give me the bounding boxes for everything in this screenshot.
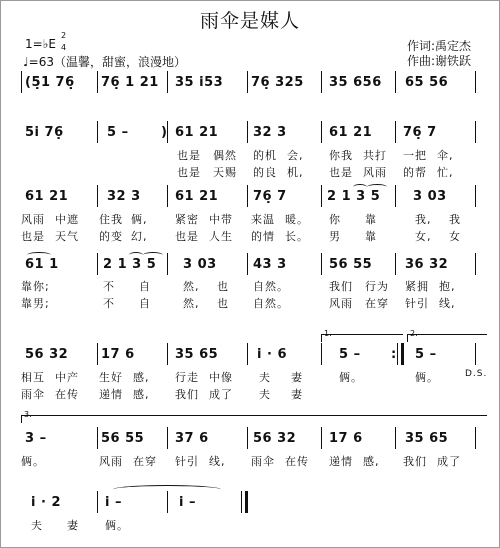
barline (167, 71, 168, 93)
barline (167, 427, 168, 449)
lyric: 来温 (251, 213, 275, 226)
measure-notes: 35 65 (405, 431, 449, 446)
volta-edge (21, 415, 22, 423)
barline (321, 185, 322, 207)
lyric: 住我 (99, 213, 123, 226)
lyric: 自 (139, 280, 151, 293)
lyric: 然, (183, 280, 200, 293)
lyric: 也是 (177, 149, 201, 162)
lyric: 行走 (175, 371, 199, 384)
lyric: 成了 (209, 388, 233, 401)
barline (395, 253, 396, 275)
barline (97, 71, 98, 93)
lyric: 递情 (329, 455, 353, 468)
measure-notes: 61 21 (175, 189, 219, 204)
barline (395, 185, 396, 207)
measure-notes: i – (179, 495, 196, 510)
dal-segno: D.S. (465, 369, 488, 379)
lyric: 也 (217, 280, 229, 293)
lyric: 我们 (403, 455, 427, 468)
measure-notes: 32 3 (253, 125, 287, 140)
lyric: 中产 (55, 371, 79, 384)
final-barline (245, 491, 248, 513)
lyric: 抱, (439, 280, 456, 293)
barline (475, 343, 476, 365)
lyric: 在传 (285, 455, 309, 468)
lyric: 也是 (175, 230, 199, 243)
lyric: 的变 (99, 230, 123, 243)
measure-notes: 2 1 3 5 (327, 189, 381, 204)
lyric: 共打 (363, 149, 387, 162)
lyric: 男 (329, 230, 341, 243)
measure-notes: 17 6 (329, 431, 363, 446)
lyric: 线, (209, 455, 226, 468)
lyric: 生好 (99, 371, 123, 384)
lyric: 俩, (131, 213, 148, 226)
lyric: 的良 (253, 166, 277, 179)
lyric: 女 (449, 230, 461, 243)
lyric: 在穿 (365, 297, 389, 310)
lyric: 幻, (131, 230, 148, 243)
lyric: 靠 (365, 213, 377, 226)
lyric: 长。 (285, 230, 309, 243)
barline (21, 71, 22, 93)
lyric: 俩。 (105, 519, 129, 532)
measure-notes: 3 03 (183, 257, 217, 272)
ending-label: 3. (24, 410, 32, 419)
lyric: 感, (363, 455, 380, 468)
lyric: 针引 (175, 455, 199, 468)
lyric: 自然。 (253, 297, 289, 310)
measure-notes: i · 6 (257, 347, 287, 362)
barline (97, 185, 98, 207)
measure-notes: 37 6 (175, 431, 209, 446)
measure-notes: 3 – (25, 431, 47, 446)
lyric: 妻 (291, 388, 303, 401)
tempo-marking: ♩=63（温馨，甜蜜，浪漫地） (23, 55, 186, 69)
measure-notes: 65 56 (405, 75, 449, 90)
barline (167, 185, 168, 207)
lyric: 靠 (365, 230, 377, 243)
lyric: 不 (103, 297, 115, 310)
measure-notes: : (391, 347, 397, 362)
lyric: 妻 (291, 371, 303, 384)
lyric: 忙, (437, 166, 454, 179)
lyric: 中带 (209, 213, 233, 226)
measure-notes: 5 – (107, 125, 129, 140)
lyric: 妻 (67, 519, 79, 532)
lyric: 也 (217, 297, 229, 310)
barline (247, 427, 248, 449)
barline (241, 491, 242, 513)
barline (247, 185, 248, 207)
lyric: 一把 (403, 149, 427, 162)
lyric: 夫 (31, 519, 43, 532)
lyric: 的情 (251, 230, 275, 243)
barline (395, 427, 396, 449)
measure-notes: (5̣1 76̣ (25, 75, 75, 90)
barline (97, 343, 98, 365)
lyric: 的机 (253, 149, 277, 162)
measure-notes: 56 55 (101, 431, 145, 446)
volta-bracket (321, 334, 403, 335)
lyric: 夫 (259, 388, 271, 401)
tie (113, 485, 221, 494)
lyric: 递情 (99, 388, 123, 401)
barline (167, 491, 168, 513)
lyric: 雨伞 (21, 388, 45, 401)
lyricist-credit: 作词:禹定杰 (407, 39, 472, 53)
barline (475, 185, 476, 207)
lyric: 我, (415, 213, 432, 226)
barline (475, 121, 476, 143)
lyric: 风雨 (329, 297, 353, 310)
composer-credit: 作曲:谢铁跃 (407, 54, 472, 68)
lyric: 然, (183, 297, 200, 310)
time-signature-top: 2 (61, 31, 67, 40)
measure-notes: 76̣ 7 (253, 189, 287, 204)
lyric: 中遮 (55, 213, 79, 226)
measure-notes: i · 2 (31, 495, 61, 510)
measure-notes: 32 3 (107, 189, 141, 204)
song-title: 雨伞是媒人 (199, 10, 300, 32)
barline (321, 253, 322, 275)
lyric: 天气 (55, 230, 79, 243)
lyric: 自然。 (253, 280, 289, 293)
measure-notes: 5 – (415, 347, 437, 362)
barline (247, 253, 248, 275)
ending-label: 1. (324, 329, 332, 338)
lyric: 你 (329, 213, 341, 226)
barline (97, 121, 98, 143)
lyric: 会, (287, 149, 304, 162)
lyric: 俩。 (339, 371, 363, 384)
lyric: 靠男; (21, 297, 50, 310)
lyric: 机, (287, 166, 304, 179)
lyric: 相互 (21, 371, 45, 384)
lyric: 暖。 (285, 213, 309, 226)
lyric: 感, (133, 371, 150, 384)
lyric: 在传 (55, 388, 79, 401)
measure-notes: 35 656 (329, 75, 382, 90)
lyric: 也是 (329, 166, 353, 179)
measure-notes: 56 32 (25, 347, 69, 362)
measure-notes: 76̣ 7 (403, 125, 437, 140)
barline (475, 71, 476, 93)
lyric: 成了 (437, 455, 461, 468)
barline (167, 253, 168, 275)
barline (321, 343, 322, 365)
lyric: 伞, (437, 149, 454, 162)
measure-notes: 35 i53 (175, 75, 224, 90)
barline (247, 343, 248, 365)
lyric: 人生 (209, 230, 233, 243)
ending-label: 2. (410, 329, 418, 338)
barline (395, 121, 396, 143)
lyric: 也是 (177, 166, 201, 179)
measure-notes: 61 1 (25, 257, 59, 272)
barline (247, 121, 248, 143)
lyric: 我 (449, 213, 461, 226)
measure-notes: 17 6 (101, 347, 135, 362)
barline (97, 491, 98, 513)
key-signature: 1=♭E (25, 37, 56, 51)
volta-bracket (21, 415, 487, 416)
measure-notes: 61 21 (329, 125, 373, 140)
lyric: 俩。 (21, 455, 45, 468)
lyric: 俩。 (415, 371, 439, 384)
barline (97, 427, 98, 449)
lyric: 你我 (329, 149, 353, 162)
barline (97, 253, 98, 275)
barline (475, 253, 476, 275)
measure-notes: 5i 76̣ (25, 125, 64, 140)
lyric: 我们 (175, 388, 199, 401)
barline (475, 427, 476, 449)
volta-edge (321, 334, 322, 342)
lyric: 感, (133, 388, 150, 401)
measure-notes: 56 32 (253, 431, 297, 446)
barline (395, 71, 396, 93)
lyric: 女, (415, 230, 432, 243)
lyric: 我们 (329, 280, 353, 293)
measure-notes: 61 21 (175, 125, 219, 140)
volta-bracket (407, 334, 487, 335)
lyric: 行为 (365, 280, 389, 293)
lyric: 自 (139, 297, 151, 310)
lyric: 在穿 (133, 455, 157, 468)
measure-notes: i – (105, 495, 122, 510)
barline (397, 343, 398, 365)
lyric: 偶然 (213, 149, 237, 162)
lyric: 夫 (259, 371, 271, 384)
measure-notes: 3 03 (413, 189, 447, 204)
barline (321, 121, 322, 143)
measure-notes: 56 55 (329, 257, 373, 272)
measure-notes: 61 21 (25, 189, 69, 204)
time-signature-bottom: 4 (61, 43, 67, 52)
barline (321, 427, 322, 449)
volta-edge (407, 334, 408, 342)
lyric: 不 (103, 280, 115, 293)
lyric: 风雨 (99, 455, 123, 468)
lyric: 的帮 (403, 166, 427, 179)
lyric: 天赐 (213, 166, 237, 179)
lyric: 也是 (21, 230, 45, 243)
measure-notes: 36 32 (405, 257, 449, 272)
measure-notes: ) (161, 125, 168, 140)
measure-notes: 43 3 (253, 257, 287, 272)
measure-notes: 76̣ 325 (251, 75, 304, 90)
lyric: 针引 (405, 297, 429, 310)
repeat-barline (401, 343, 404, 365)
lyric: 靠你; (21, 280, 50, 293)
lyric: 中像 (209, 371, 233, 384)
lyric: 线, (439, 297, 456, 310)
barline (167, 343, 168, 365)
barline (321, 71, 322, 93)
barline (247, 71, 248, 93)
measure-notes: 76̣ 1 21 (101, 75, 159, 90)
lyric: 紧拥 (405, 280, 429, 293)
measure-notes: 2 1 3 5 (103, 257, 157, 272)
measure-notes: 35 65 (175, 347, 219, 362)
lyric: 雨伞 (251, 455, 275, 468)
lyric: 风雨 (363, 166, 387, 179)
lyric: 风雨 (21, 213, 45, 226)
measure-notes: 5 – (339, 347, 361, 362)
lyric: 紧密 (175, 213, 199, 226)
